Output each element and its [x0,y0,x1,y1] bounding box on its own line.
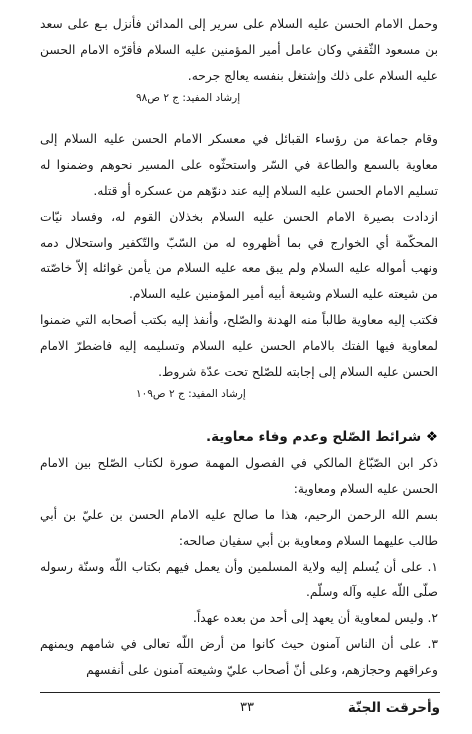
paragraph-1: وحمل الامام الحسن عليه السلام على سرير إلى المدائن فأنزل بـع على سعد بن مسعود الثّقفي وكان عامل أمير المؤمنين عليه السلام فأقرّه الامام الحسن عليه السلام على ذلك وإشتغل بنفسه يعالج جرحه. [40,17,438,83]
source-citation-2: إرشاد المفيد: ج ٢ ص١٠٩ [136,388,246,401]
treaty-clause-2: ٢. وليس لمعاوية أن يعهد إلى أحد من بعده عهداً. [192,611,438,626]
source-citation-1: إرشاد المفيد: ج ٢ ص٩٨ [136,92,241,105]
section-heading [40,423,438,451]
paragraph-2: وقام جماعة من رؤساء القبائل في معسكر الامام الحسن عليه السلام إلى معاوية بالسمع والطاعة في السّر واستحثّوه على المسير نحوهم وضمنوا له تسليم الامام الحسن عليه السلام إليه عند دنوّهم من عسكره أو قتله. [40,132,438,198]
treaty-clause-1: ١. على أن يُسلم إليه ولاية المسلمين وأن يعمل فيهم بكتاب اللّه وسنّة رسوله صلّى اللّه عليه وآله وسلّم. [40,559,438,600]
section-heading-text: شرائط الصّلح وعدم وفاء معاوية. [205,429,422,446]
paragraph-5: ذكر ابن الصّبّاغ المالكي في الفصول المهمة صورة لكتاب الصّلح بين الامام الحسن عليه السلام ومعاوية: [40,456,438,497]
paragraph-6: بسم الله الرحمن الرحيم، هذا ما صالح عليه الامام الحسن بن عليّ بن أبي طالب عليهما السلام ومعاوية بن أبي سفيان صالحه: [40,507,438,548]
book-title: وأحرقت الجنّة [347,700,440,716]
paragraph-3: ازدادت بصيرة الامام الحسن عليه السلام بخذلان القوم له، وفساد نيّات المحكّمة أي الخوارج في بما أظهروه له من السّبّ والتّكفير واستحلال دمه ونهب أمواله عليه السلام ولم يبق معه عليه السلام من يأمن غوائله إلاّ خاصّته من شيعته عليه السلام وشيعة أبيه أمير المؤمنين عليه السلام. [40,209,438,302]
bullet-icon: ❖ [425,429,438,446]
page-body [40,12,438,684]
treaty-clause-3: ٣. على أن الناس آمنون حيث كانوا من أرض اللّه تعالى في شامهم ويمنهم وعراقهم وحجازهم، وعلى أنّ أصحاب عليّ وشيعته آمنون على أنفسهم [40,636,438,677]
page-number: ٣٣ [240,700,254,715]
page-footer [40,700,440,724]
paragraph-4: فكتب إليه معاوية طالباً منه الهدنة والصّلح، وأنفذ إليه بكتب أصحابه التي ضمنوا لمعاوية فيها الفتك بالامام الحسن عليه السلام وتسليمه إليه فاضطرّ الامام الحسن عليه السلام إلى إجابته للصّلح تحت عدّة شروط. [40,312,438,379]
footer-divider [40,692,440,693]
